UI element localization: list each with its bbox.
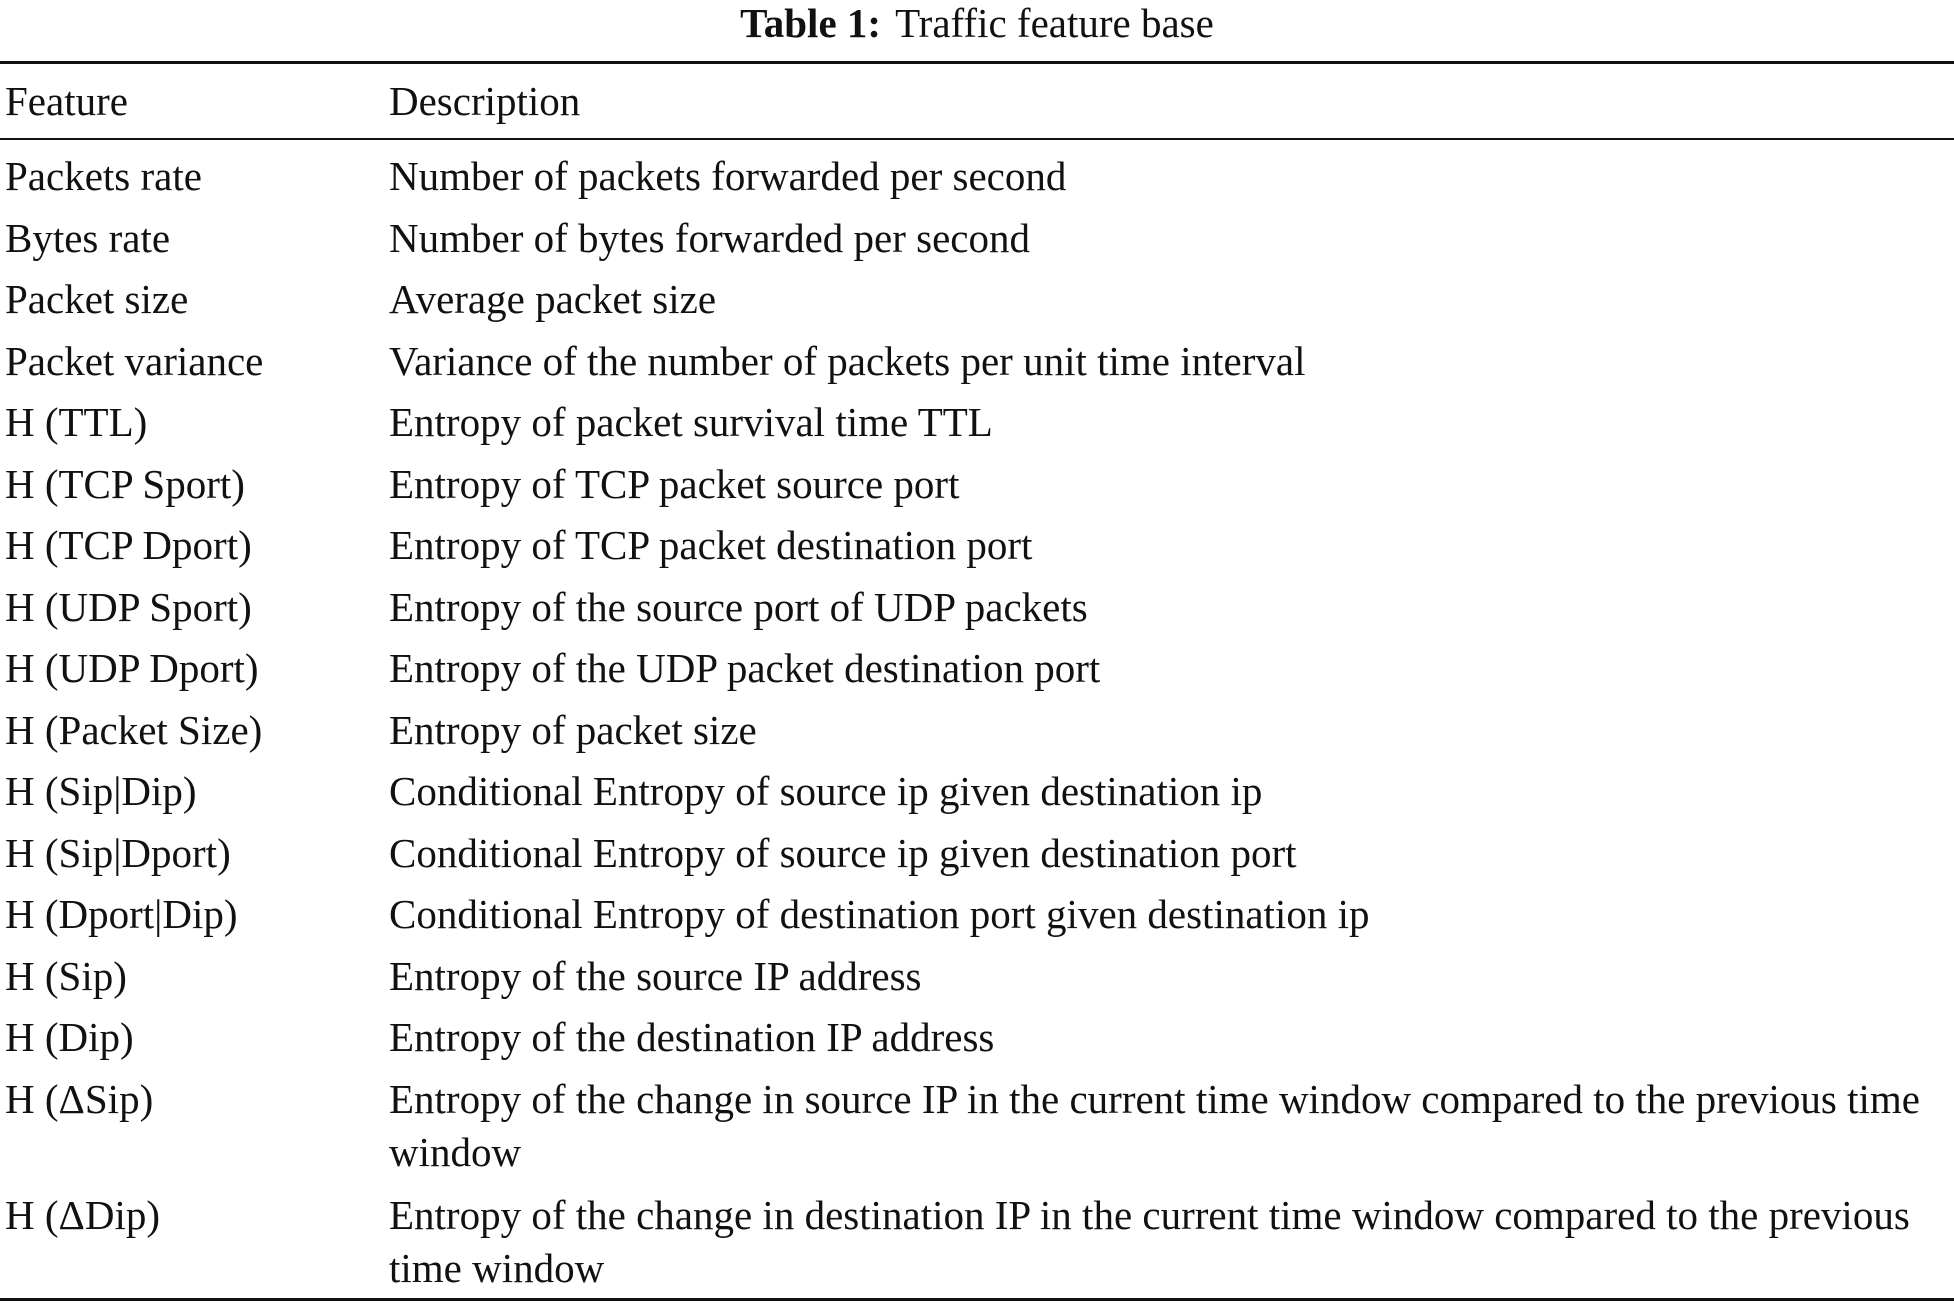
table-row	[0, 1007, 1954, 1069]
feature-cell: H (TCP Dport)	[5, 522, 252, 568]
feature-cell: H (Sip|Dip)	[5, 768, 197, 814]
table-header-row	[0, 74, 1954, 128]
table-row	[0, 823, 1954, 885]
feature-cell: H (ΔDip)	[5, 1191, 161, 1238]
feature-cell: H (Sip|Dport)	[5, 829, 231, 876]
table-row	[0, 146, 1954, 208]
table-row	[0, 515, 1954, 577]
feature-cell: H (Dip)	[5, 1014, 134, 1060]
feature-cell: H (ΔSip)	[5, 1075, 154, 1122]
feature-cell: H (Sip)	[5, 952, 127, 999]
feature-cell: Bytes rate	[5, 214, 171, 261]
table-caption-text: Traffic feature base	[895, 0, 1214, 46]
table-row	[0, 1069, 1954, 1185]
table-row	[0, 331, 1954, 393]
feature-cell: Packets rate	[5, 153, 202, 199]
description-cell: Entropy of the UDP packet destination port	[389, 645, 1101, 691]
description-cell: Entropy of the change in destination IP in the current time window compared to the previous time window	[389, 1191, 1910, 1291]
description-cell: Entropy of packet survival time TTL	[389, 399, 993, 445]
table-row	[0, 392, 1954, 454]
feature-cell: Packet variance	[5, 337, 264, 384]
table-row	[0, 208, 1954, 270]
table-row	[0, 269, 1954, 331]
table-top-rule	[0, 61, 1954, 64]
feature-cell: H (UDP Sport)	[5, 583, 252, 630]
column-header-description: Description	[389, 78, 581, 124]
description-cell: Number of packets forwarded per second	[389, 153, 1067, 199]
table-row	[0, 946, 1954, 1008]
feature-cell: H (TCP Sport)	[5, 460, 245, 507]
table-caption-label: Table 1:	[740, 0, 882, 46]
table-row	[0, 638, 1954, 700]
feature-cell: H (Packet Size)	[5, 706, 263, 753]
description-cell: Conditional Entropy of source ip given destination ip	[389, 768, 1263, 814]
description-cell: Conditional Entropy of destination port given destination ip	[389, 891, 1370, 937]
feature-cell: H (Dport|Dip)	[5, 891, 238, 937]
traffic-feature-table	[0, 74, 1954, 1301]
table-caption	[0, 0, 1954, 46]
table-bottom-rule	[0, 1298, 1954, 1301]
table-row	[0, 700, 1954, 762]
description-cell: Entropy of TCP packet destination port	[389, 522, 1033, 568]
description-cell: Entropy of the change in source IP in the current time window compared to the previous time window	[389, 1075, 1920, 1175]
description-cell: Entropy of the destination IP address	[389, 1014, 995, 1060]
table-row	[0, 1185, 1954, 1301]
table-row	[0, 454, 1954, 516]
description-cell: Entropy of the source port of UDP packets	[389, 583, 1088, 630]
feature-cell: H (UDP Dport)	[5, 645, 259, 691]
description-cell: Entropy of packet size	[389, 706, 757, 753]
description-cell: Entropy of the source IP address	[389, 952, 922, 999]
description-cell: Average packet size	[389, 276, 717, 322]
description-cell: Entropy of TCP packet source port	[389, 460, 960, 507]
feature-cell: H (TTL)	[5, 399, 148, 445]
table-row	[0, 577, 1954, 639]
description-cell: Number of bytes forwarded per second	[389, 214, 1030, 261]
description-cell: Variance of the number of packets per unit time interval	[389, 337, 1306, 384]
column-header-feature: Feature	[5, 78, 128, 124]
table-row	[0, 884, 1954, 946]
feature-cell: Packet size	[5, 276, 189, 322]
description-cell: Conditional Entropy of source ip given destination port	[389, 829, 1297, 876]
table-row	[0, 761, 1954, 823]
